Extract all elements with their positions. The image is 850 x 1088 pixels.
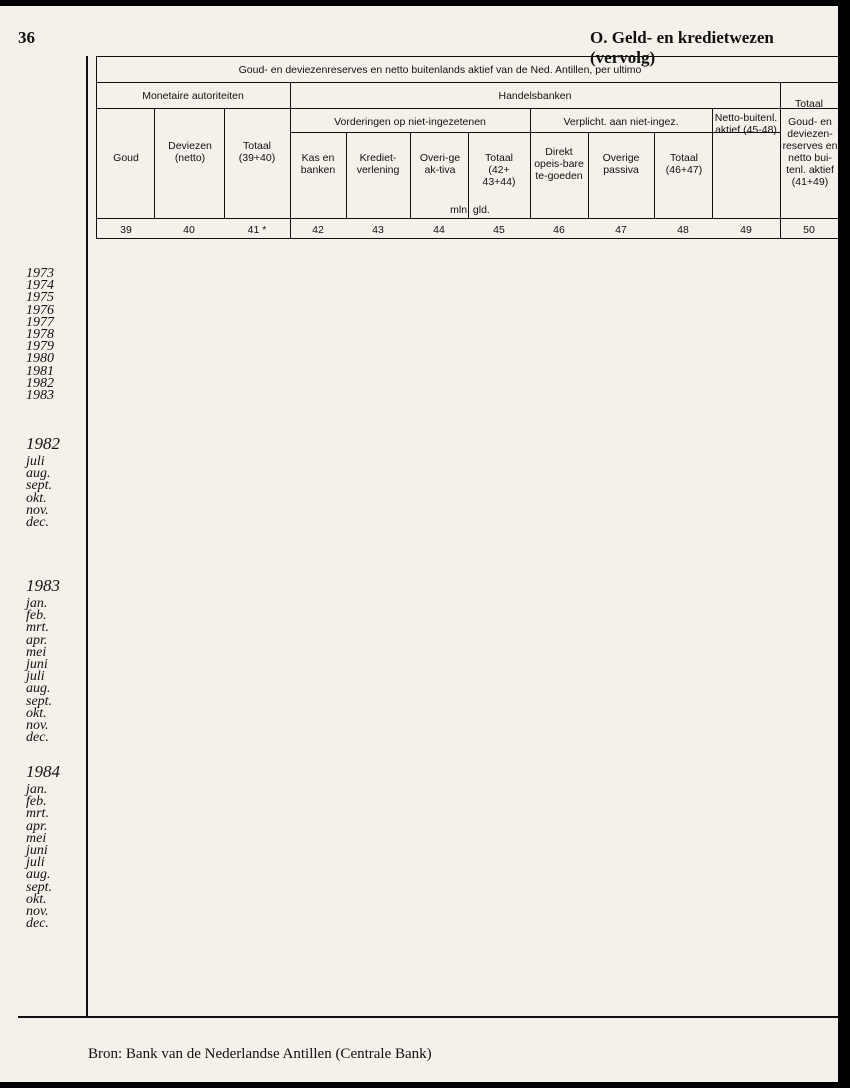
header-vline-netto bbox=[712, 108, 713, 218]
row-label: okt. bbox=[26, 490, 47, 506]
row-label: okt. bbox=[26, 891, 47, 907]
row-label: 1978 bbox=[26, 327, 54, 342]
row-label: 1973 bbox=[26, 266, 54, 281]
group-heading: 1983 bbox=[26, 576, 60, 595]
colnum-50: 50 bbox=[803, 224, 815, 236]
row-label: mrt. bbox=[26, 620, 49, 636]
colnum-43: 43 bbox=[372, 224, 384, 236]
header-rule-cols bbox=[96, 218, 838, 219]
row-label: aug. bbox=[26, 466, 51, 482]
col-header-47: Overige passiva bbox=[602, 152, 640, 176]
row-label: aug. bbox=[26, 867, 51, 883]
row-label: 1983 bbox=[26, 388, 54, 403]
row-label: mrt. bbox=[26, 806, 49, 822]
header-vline-c43 bbox=[346, 132, 347, 218]
colnum-48: 48 bbox=[677, 224, 689, 236]
row-label: juni bbox=[26, 657, 48, 672]
header-vorderingen: Vorderingen op niet-ingezetenen bbox=[334, 116, 486, 128]
unit-label: mln. gld. bbox=[450, 204, 490, 216]
row-label: juli bbox=[26, 669, 45, 685]
header-vline-c47 bbox=[588, 132, 589, 218]
row-label: nov. bbox=[26, 502, 49, 518]
header-vline-c48 bbox=[654, 132, 655, 218]
header-rule-sub bbox=[290, 132, 780, 133]
group-heading: 1984 bbox=[26, 762, 60, 781]
row-label: juni bbox=[26, 843, 48, 858]
col-header-46: Direkt opeis-bare te-goeden bbox=[534, 146, 584, 182]
header-rule-main bbox=[96, 82, 838, 83]
row-label: nov. bbox=[26, 718, 49, 733]
row-label: aug. bbox=[26, 681, 51, 697]
colnum-45: 45 bbox=[493, 224, 505, 236]
col-header-40: Deviezen (netto) bbox=[168, 140, 212, 164]
page-number: 36 bbox=[18, 28, 35, 47]
row-label: juli bbox=[26, 855, 45, 871]
row-label: mei bbox=[26, 830, 47, 846]
row-label: apr. bbox=[26, 818, 48, 834]
col-header-44: Overi-ge ak-tiva bbox=[419, 152, 461, 176]
header-handelsbanken: Handelsbanken bbox=[498, 90, 572, 102]
row-label: dec. bbox=[26, 730, 49, 746]
row-label: feb. bbox=[26, 608, 47, 624]
section-title: O. Geld- en kredietwezen (vervolg) bbox=[590, 28, 774, 67]
row-label: 1980 bbox=[26, 351, 54, 367]
row-label: feb. bbox=[26, 794, 47, 810]
colnum-41: 41 * bbox=[247, 224, 267, 236]
colnum-44: 44 bbox=[433, 224, 445, 236]
row-label: nov. bbox=[26, 904, 49, 919]
row-label: sept. bbox=[26, 478, 53, 494]
row-label: 1975 bbox=[26, 290, 54, 306]
row-label: apr. bbox=[26, 632, 48, 648]
row-label: 1979 bbox=[26, 339, 54, 355]
row-label: jan. bbox=[26, 782, 48, 797]
header-vline-c40 bbox=[154, 108, 155, 218]
row-label: jan. bbox=[26, 596, 48, 611]
header-rule-colnums bbox=[96, 238, 838, 239]
col-header-48: Totaal (46+47) bbox=[665, 152, 703, 176]
col-header-43: Krediet-verlening bbox=[356, 152, 400, 176]
row-label: 1982 bbox=[26, 375, 54, 391]
col-header-49: Netto-buitenl. aktief (45-48) bbox=[714, 112, 778, 136]
row-label: juli bbox=[26, 454, 45, 469]
col-header-50: Goud- en deviezen-reserves en netto bui-tenl. aktief (41+49) bbox=[782, 116, 838, 188]
header-vline-left bbox=[96, 56, 97, 238]
colnum-40: 40 bbox=[183, 224, 195, 236]
row-label: 1981 bbox=[26, 363, 54, 379]
row-label: mei bbox=[26, 644, 47, 660]
row-label: 1976 bbox=[26, 302, 54, 318]
header-main: Goud- en deviezenreserves en netto buitenlands aktief van de Ned. Antillen, per ultimo bbox=[238, 64, 642, 76]
col-header-45: Totaal (42+ 43+44) bbox=[482, 152, 516, 188]
header-totaal: Totaal bbox=[794, 98, 824, 110]
colnum-42: 42 bbox=[312, 224, 324, 236]
header-rule-handels bbox=[290, 108, 838, 109]
row-label: dec. bbox=[26, 916, 49, 932]
col-header-41: Totaal (39+40) bbox=[238, 140, 276, 164]
row-label: 1977 bbox=[26, 314, 54, 330]
header-rule-monetaire bbox=[96, 108, 290, 109]
row-label: okt. bbox=[26, 705, 47, 721]
col-header-39: Goud bbox=[113, 152, 139, 164]
header-rule-top bbox=[96, 56, 838, 57]
row-label: dec. bbox=[26, 515, 49, 530]
frame-left-rule bbox=[86, 56, 88, 1016]
header-vline-c44 bbox=[410, 132, 411, 218]
frame-bottom-rule bbox=[18, 1016, 838, 1018]
header-vline-c41 bbox=[224, 108, 225, 218]
row-label: sept. bbox=[26, 879, 53, 895]
source-note: Bron: Bank van de Nederlandse Antillen (Centrale Bank) bbox=[88, 1046, 432, 1062]
col-header-42: Kas en banken bbox=[300, 152, 336, 176]
document-page bbox=[0, 6, 838, 1082]
group-heading: 1982 bbox=[26, 434, 60, 453]
row-label: 1974 bbox=[26, 278, 54, 294]
colnum-47: 47 bbox=[615, 224, 627, 236]
colnum-39: 39 bbox=[120, 224, 132, 236]
colnum-49: 49 bbox=[740, 224, 752, 236]
header-vline-monetaire bbox=[290, 82, 291, 238]
header-verplicht: Verplicht. aan niet-ingez. bbox=[563, 116, 679, 128]
header-monetaire: Monetaire autoriteiten bbox=[142, 90, 244, 102]
colnum-46: 46 bbox=[553, 224, 565, 236]
row-label: sept. bbox=[26, 693, 53, 709]
